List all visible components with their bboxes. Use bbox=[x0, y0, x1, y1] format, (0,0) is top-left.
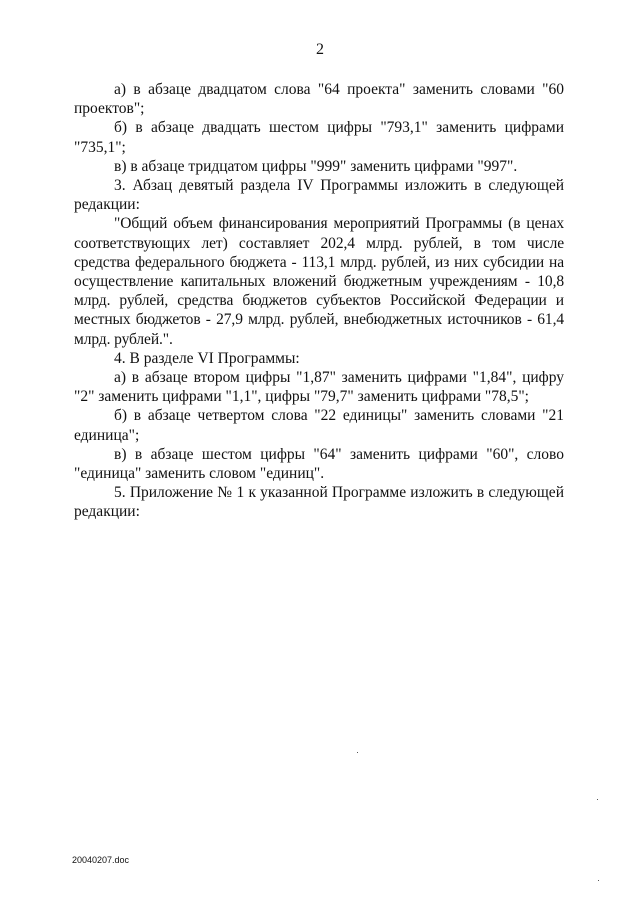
scan-speck bbox=[597, 799, 598, 800]
paragraph-quoted-financing: "Общий объем финансирования мероприятий Программы (в ценах соответствующих лет) составляет 202,4 млрд. рублей, в том числе средства федерального бюджета - 113,1 млрд. рублей, из них субсидии на осуществление капитальных вложений бюджетным учреждениям - 10,8 млрд. рублей, средства бюджетов субъектов Российской Федерации и местных бюджетов - 27,9 млрд. рублей, внебюджетных источников - 61,4 млрд. рублей.". bbox=[74, 215, 564, 348]
paragraph-amendment-a-2: а) в абзаце втором цифры "1,87" заменить цифрами "1,84", цифру "2" заменить цифрами "1,1", цифры "79,7" заменить цифрами "78,5"; bbox=[74, 369, 564, 406]
paragraph-item-4: 4. В разделе VI Программы: bbox=[114, 349, 300, 367]
paragraph-amendment-v-1: в) в абзаце тридцатом цифры "999" заменить цифрами "997". bbox=[114, 157, 518, 175]
paragraph-amendment-a-1: а) в абзаце двадцатом слова "64 проекта" заменить словами "60 проектов"; bbox=[74, 81, 564, 118]
paragraph-item-5: 5. Приложение № 1 к указанной Программе изложить в следующей редакции: bbox=[74, 484, 564, 521]
page-number: 2 bbox=[316, 41, 324, 58]
paragraph-amendment-v-2: в) в абзаце шестом цифры "64" заменить цифрами "60", слово "единица" заменить словом "единиц". bbox=[74, 445, 564, 483]
footer-file-name: 20040207.doc bbox=[72, 855, 130, 865]
scan-speck bbox=[598, 880, 599, 881]
paragraph-item-3: 3. Абзац девятый раздела IV Программы изложить в следующей редакции: bbox=[74, 177, 564, 214]
paragraph-amendment-b-1: б) в абзаце двадцать шестом цифры "793,1" заменить цифрами "735,1"; bbox=[74, 119, 564, 156]
scan-speck bbox=[357, 752, 358, 753]
paragraph-amendment-b-2: б) в абзаце четвертом слова "22 единицы" заменить словами "21 единица"; bbox=[74, 407, 564, 444]
document-body bbox=[74, 80, 564, 522]
